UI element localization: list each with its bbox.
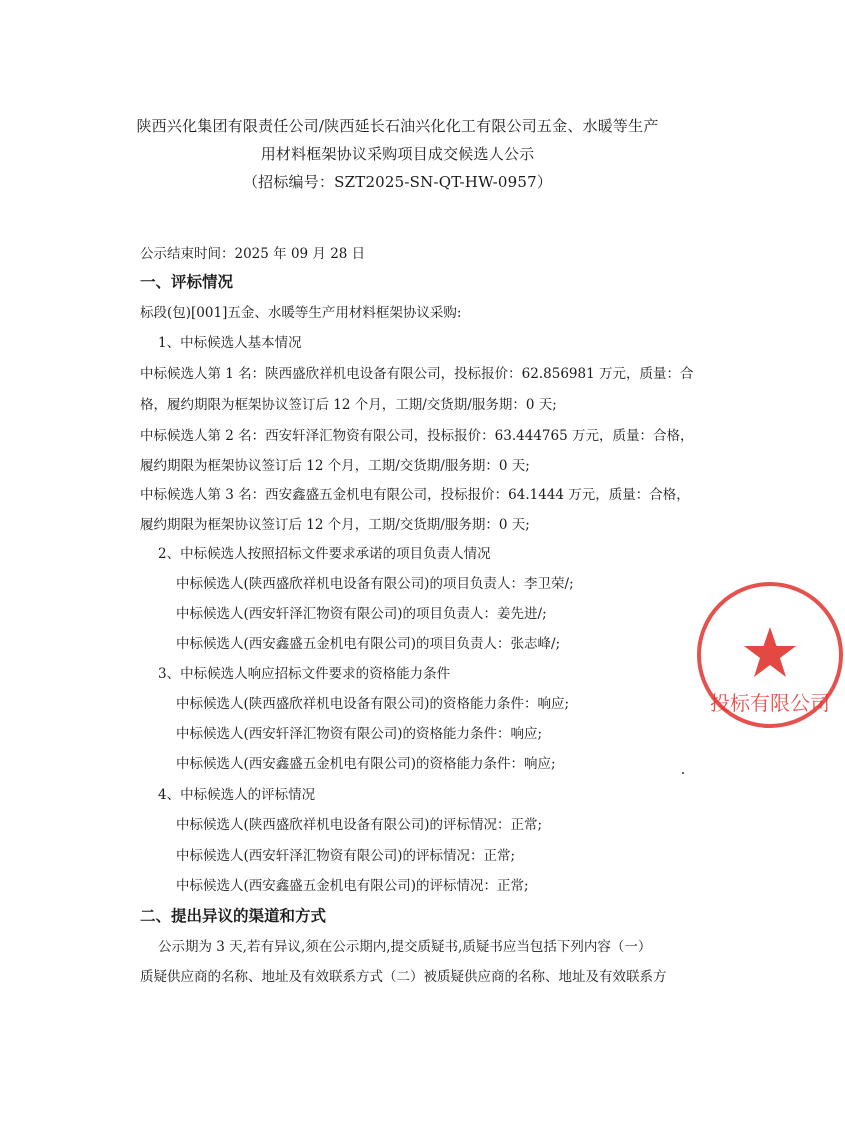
document-title <box>120 112 675 196</box>
rank-1-line-b: 格，履约期限为框架协议签订后 12 个月，工期/交货期/服务期：0 天; <box>140 397 557 413</box>
company-seal-stamp <box>695 580 845 730</box>
rank-2-line-b: 履约期限为框架协议签订后 12 个月，工期/交货期/服务期：0 天; <box>140 458 530 474</box>
sub-4-heading: 4、中标候选人的评标情况 <box>158 787 316 803</box>
qualification-item: 中标候选人(陕西盛欣祥机电设备有限公司)的资格能力条件：响应; <box>176 696 570 712</box>
sub-2-heading: 2、中标候选人按照招标文件要求承诺的项目负责人情况 <box>158 546 491 562</box>
manager-item: 中标候选人(西安轩泽汇物资有限公司)的项目负责人：姜先进/; <box>176 606 547 622</box>
qualification-item: 中标候选人(西安轩泽汇物资有限公司)的资格能力条件：响应; <box>176 726 543 742</box>
lot-description: 标段(包)[001]五金、水暖等生产用材料框架协议采购: <box>140 305 462 321</box>
sub-3-heading: 3、中标候选人响应招标文件要求的资格能力条件 <box>158 666 451 682</box>
rank-3-line-a: 中标候选人第 3 名：西安鑫盛五金机电有限公司，投标报价：64.1444 万元，质量：合格， <box>140 487 690 503</box>
evaluation-item: 中标候选人(西安鑫盛五金机电有限公司)的评标情况：正常; <box>176 878 529 894</box>
objection-paragraph-line-a: 公示期为 3 天,若有异议,须在公示期内,提交质疑书,质疑书应当包括下列内容（一） <box>158 939 652 955</box>
manager-item: 中标候选人(陕西盛欣祥机电设备有限公司)的项目负责人：李卫荣/; <box>176 576 574 592</box>
objection-paragraph-line-b: 质疑供应商的名称、地址及有效联系方式（二）被质疑供应商的名称、地址及有效联系方 <box>140 969 667 985</box>
evaluation-item: 中标候选人(西安轩泽汇物资有限公司)的评标情况：正常; <box>176 848 516 864</box>
qualification-item: 中标候选人(西安鑫盛五金机电有限公司)的资格能力条件：响应; <box>176 756 556 772</box>
title-line-3: （招标编号：SZT2025-SN-QT-HW-0957） <box>242 173 553 191</box>
publish-end-date: 公示结束时间：2025 年 09 月 28 日 <box>140 246 366 262</box>
sub-1-heading: 1、中标候选人基本情况 <box>158 335 302 351</box>
title-line-1: 陕西兴化集团有限责任公司/陕西延长石油兴化化工有限公司五金、水暖等生产 <box>136 117 659 135</box>
manager-item: 中标候选人(西安鑫盛五金机电有限公司)的项目负责人：张志峰/; <box>176 636 561 652</box>
evaluation-item: 中标候选人(陕西盛欣祥机电设备有限公司)的评标情况：正常; <box>176 817 543 833</box>
title-line-2: 用材料框架协议采购项目成交候选人公示 <box>260 145 535 163</box>
rank-2-line-a: 中标候选人第 2 名：西安轩泽汇物资有限公司，投标报价：63.444765 万元，质量：合格， <box>140 428 694 444</box>
section-2-heading: 二、提出异议的渠道和方式 <box>140 906 327 925</box>
rank-1-line-a: 中标候选人第 1 名：陕西盛欣祥机电设备有限公司，投标报价：62.856981 万元，质量：合 <box>140 366 694 382</box>
section-1-heading: 一、评标情况 <box>140 272 234 291</box>
rank-3-line-b: 履约期限为框架协议签订后 12 个月，工期/交货期/服务期：0 天; <box>140 517 530 533</box>
stamp-text: 投标有限公司 <box>710 691 830 715</box>
scan-speck <box>682 772 684 774</box>
